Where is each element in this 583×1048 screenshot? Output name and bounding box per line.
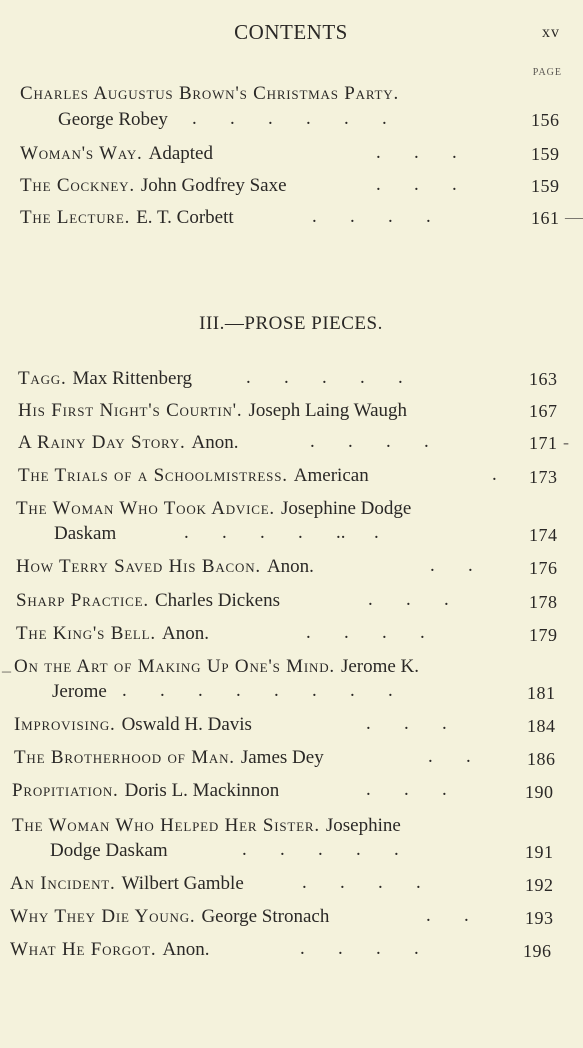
- toc-entry-title: [20, 82, 399, 106]
- entry-title: His First Night's Courtin'.: [18, 400, 243, 421]
- leader-dots: . . . . .. .: [184, 522, 379, 543]
- leader-dots: . . .: [376, 142, 457, 163]
- section-heading: III.—PROSE PIECES.: [199, 313, 383, 334]
- toc-entry: [10, 938, 209, 962]
- entry-title: Charles Augustus Brown's Christmas Party.: [20, 83, 400, 104]
- entry-author: John Godfrey Saxe: [140, 175, 287, 196]
- toc-entry-title: [12, 814, 401, 838]
- margin-mark: —: [565, 207, 583, 227]
- entry-author: Wilbert Gamble: [121, 873, 244, 894]
- entry-author: Anon.: [266, 556, 314, 577]
- leader-dots: . . . .: [300, 938, 419, 959]
- toc-entry: [18, 431, 239, 455]
- page-number: 192: [525, 875, 554, 895]
- entry-author: George Stronach: [201, 906, 330, 927]
- page-header-number: xv: [542, 24, 560, 41]
- page-number: 179: [529, 625, 558, 645]
- entry-author: Doris L. Mackinnon: [124, 780, 280, 801]
- page-number: 190: [525, 782, 554, 802]
- entry-author: George Robey: [58, 109, 168, 130]
- page-number: 156: [531, 110, 560, 130]
- leader-dots: . . .: [366, 779, 447, 800]
- page-number: 191: [525, 842, 554, 862]
- toc-entry: [18, 399, 407, 423]
- entry-author: American: [293, 465, 369, 486]
- page-number: 174: [529, 525, 558, 545]
- entry-author: Max Rittenberg: [72, 368, 192, 389]
- page-column-label: PAGE: [532, 67, 562, 78]
- entry-title: How Terry Saved His Bacon.: [16, 556, 261, 577]
- toc-entry: [14, 746, 324, 770]
- entry-title: The King's Bell.: [16, 623, 156, 644]
- leader-dots: . . . .: [310, 431, 429, 452]
- page-number: 176: [529, 558, 558, 578]
- leader-dots: . . .: [368, 589, 449, 610]
- leader-dots: . . . . . .: [192, 108, 387, 129]
- leader-dots: . .: [428, 746, 471, 767]
- toc-entry-title: [14, 655, 419, 679]
- entry-title: The Cockney.: [20, 175, 135, 196]
- entry-title: The Lecture.: [20, 207, 131, 228]
- toc-entry: [10, 872, 244, 896]
- entry-title: Why They Die Young.: [10, 906, 196, 927]
- entry-title: Sharp Practice.: [16, 590, 149, 611]
- entry-author: Oswald H. Davis: [121, 714, 252, 735]
- toc-entry: [16, 589, 280, 613]
- leader-dots: . . .: [366, 713, 447, 734]
- page-number: 184: [527, 716, 556, 736]
- entry-title: On the Art of Making Up One's Mind.: [14, 656, 335, 677]
- toc-entry: [10, 905, 329, 929]
- entry-author: Josephine: [325, 815, 401, 836]
- leader-dots: . .: [426, 905, 469, 926]
- entry-author: Jerome K.: [340, 656, 420, 677]
- leader-dots: . . . . .: [242, 839, 399, 860]
- entry-title: An Incident.: [10, 873, 116, 894]
- leader-dots: . .: [430, 555, 473, 576]
- entry-author-continuation: Jerome: [52, 681, 107, 702]
- entry-title: The Woman Who Helped Her Sister.: [12, 815, 320, 836]
- entry-title: The Woman Who Took Advice.: [16, 498, 275, 519]
- toc-entry-continuation: [58, 108, 168, 132]
- toc-entry: [16, 622, 209, 646]
- entry-author: E. T. Corbett: [136, 207, 234, 228]
- toc-entry: [12, 779, 279, 803]
- entry-author: Anon.: [191, 432, 239, 453]
- entry-author: Charles Dickens: [154, 590, 280, 611]
- page-header-title: CONTENTS: [234, 20, 348, 44]
- leader-dots: . . . . .: [246, 367, 403, 388]
- toc-entry: [20, 174, 287, 198]
- entry-author-continuation: Daskam: [54, 523, 117, 544]
- entry-author: Joseph Laing Waugh: [248, 400, 408, 421]
- page-number: 196: [523, 941, 552, 961]
- page-number: 173: [529, 467, 558, 487]
- page-number: 163: [529, 369, 558, 389]
- leader-dots: .: [492, 464, 497, 485]
- toc-entry: [20, 142, 213, 166]
- toc-entry-title: [16, 497, 411, 521]
- entry-title: Woman's Way.: [20, 143, 143, 164]
- toc-entry-continuation: [50, 839, 168, 863]
- entry-author: Adapted: [148, 143, 213, 164]
- entry-title: The Trials of a Schoolmistress.: [18, 465, 288, 486]
- page-number: 159: [531, 144, 560, 164]
- toc-entry: [16, 555, 314, 579]
- toc-entry: [14, 713, 252, 737]
- page-number: 193: [525, 908, 554, 928]
- leader-dots: . . .: [376, 174, 457, 195]
- toc-entry-continuation: [52, 680, 107, 704]
- entry-author: Anon.: [162, 939, 210, 960]
- margin-mark: -: [563, 432, 569, 452]
- toc-entry: [18, 367, 192, 391]
- entry-author-continuation: Dodge Daskam: [50, 840, 168, 861]
- entry-title: Tagg.: [18, 368, 67, 389]
- margin-mark: _: [2, 654, 11, 674]
- entry-title: Propitiation.: [12, 780, 119, 801]
- page-number: 167: [529, 401, 558, 421]
- entry-author: James Dey: [240, 747, 324, 768]
- leader-dots: . . . .: [306, 622, 425, 643]
- entry-author: Anon.: [161, 623, 209, 644]
- page-number: 161: [531, 208, 560, 228]
- page-number: 186: [527, 749, 556, 769]
- page-number: 171: [529, 433, 558, 453]
- entry-title: The Brotherhood of Man.: [14, 747, 235, 768]
- leader-dots: . . . . . . . .: [122, 680, 393, 701]
- toc-entry: [18, 464, 369, 488]
- entry-title: What He Forgot.: [10, 939, 157, 960]
- page-number: 181: [527, 683, 556, 703]
- entry-title: Improvising.: [14, 714, 116, 735]
- page-number: 178: [529, 592, 558, 612]
- page-number: 159: [531, 176, 560, 196]
- leader-dots: . . . .: [302, 872, 421, 893]
- entry-author: Josephine Dodge: [280, 498, 412, 519]
- leader-dots: . . . .: [312, 206, 431, 227]
- toc-entry: [20, 206, 234, 230]
- entry-title: A Rainy Day Story.: [18, 432, 186, 453]
- toc-entry-continuation: [54, 522, 116, 546]
